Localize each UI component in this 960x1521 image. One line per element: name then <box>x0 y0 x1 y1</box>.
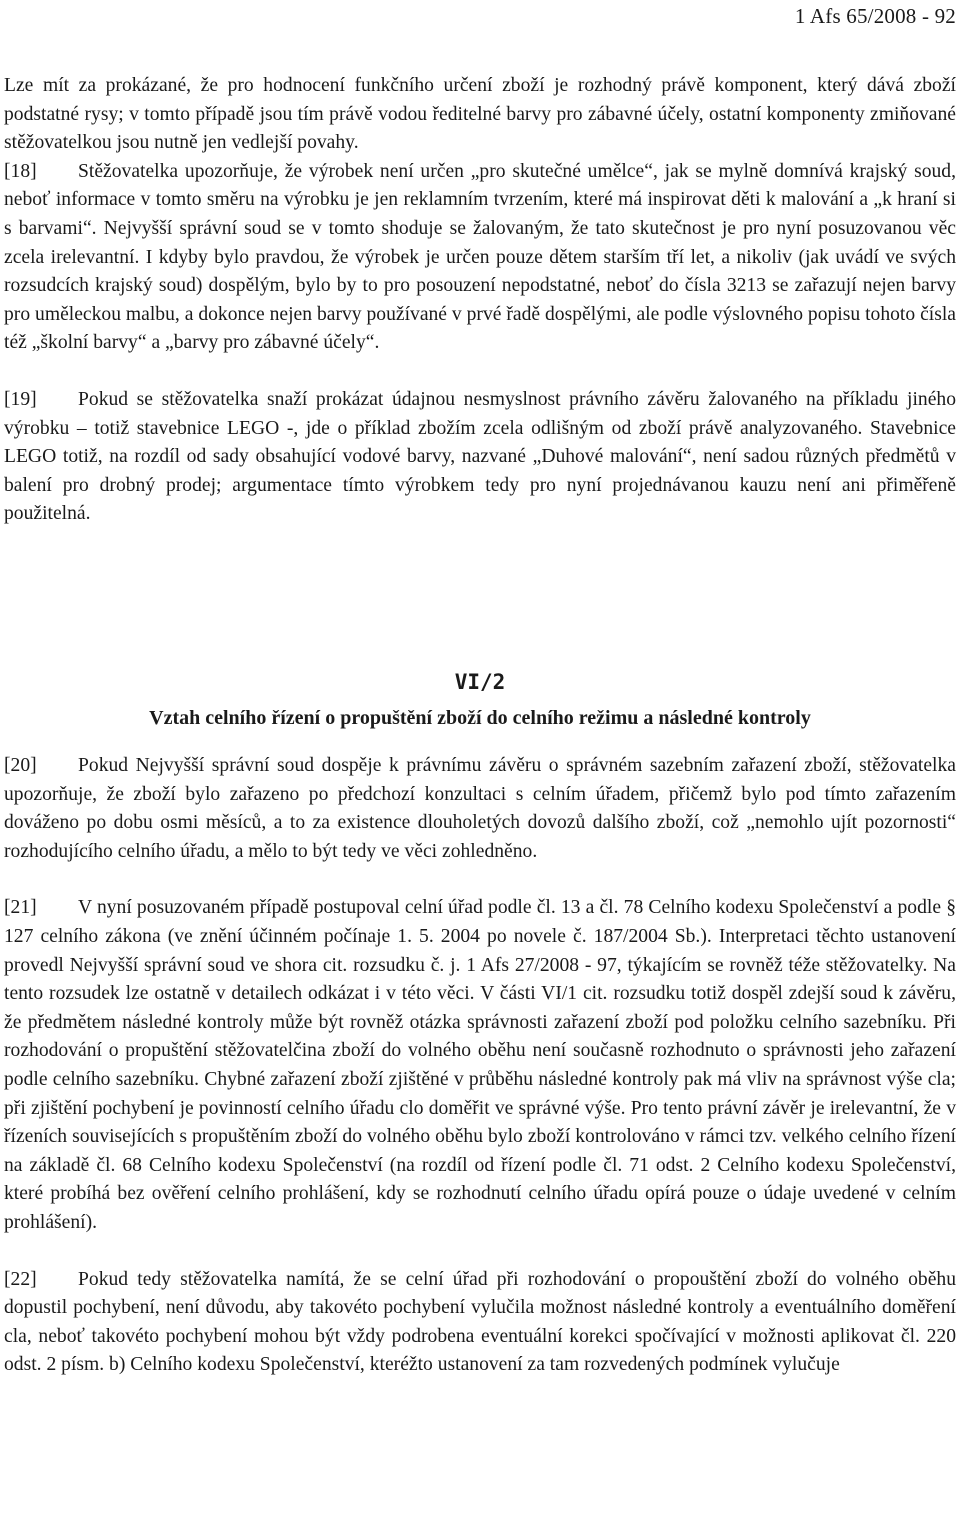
paragraph-22 <box>4 1266 956 1380</box>
paragraph-20 <box>4 752 956 866</box>
body-text-upper <box>4 72 956 529</box>
paragraph-number: [20] <box>4 755 37 776</box>
paragraph-text: Pokud se stěžovatelka snaží prokázat údajnou nesmyslnost právního závěru žalovaného na příkladu jiného výrobku – totiž stavebnice LEGO -, jde o příklad zbožím zcela odlišným od zboží právě analyzovaného. Stavebnice LEGO totiž, na rozdíl od sady obsahující vodové barvy, nazvané „Duhové malování“, není sadou různých předmětů v balení pro drobný prodej; argumentace tímto výrobkem tedy pro nyní projednávanou kauzu není ani přiměřeně použitelná. <box>4 388 956 525</box>
section-number: VI/2 <box>454 670 506 694</box>
paragraph-number: [22] <box>4 1268 37 1290</box>
paragraph-number: [19] <box>4 388 37 410</box>
paragraph-text: V nyní posuzovaném případě postupoval celní úřad podle čl. 13 a čl. 78 Celního kodexu Společenství a podle § 127 celního zákona (ve znění účinném počínaje 1. 5. 2004 po novele č. 187/2004 Sb.). Interpretaci těchto ustanovení provedl Nejvyšší správní soud ve shora cit. rozsudku č. j. 1 Afs 27/2008 - 97, týkajícím se rovněž téže stěžovatelky. Na tento rozsudek lze ostatně v detailech odkázat i v této věci. V části VI/1 cit. rozsudku totiž dospěl zdejší soud k závěru, že předmětem následné kontroly může být rovněž otázka správnosti zařazení zboží pod položku celního sazebníku. Při rozhodování o propuštění stěžovatelčina zboží do volného oběhu není současně rozhodnuto o správnosti jeho zařazení podle celního sazebníku. Chybné zařazení zboží zjištěné v průběhu následné kontroly pak má vliv na správnost výše cla; při zjištění pochybení je povinností celního úřadu clo doměřit ve správné výše. Pro tento právní závěr je irelevantní, že v řízeních souvisejících s propuštěním zboží do volného oběhu bylo zboží kontrolováno v rámci tzv. velkého celního řízení na základě čl. 68 Celního kodexu Společenství (na rozdíl od řízení podle čl. 71 odst. 2 Celního kodexu Společenství, které probíhá bez ověření celního prohlášení, kdy se rozhodnutí celního úřadu opírá pouze o údaje uvedené v celním prohlášení). <box>4 897 956 1233</box>
paragraph-number: [18] <box>4 160 37 182</box>
paragraph-19 <box>4 386 956 529</box>
intro-paragraph: Lze mít za prokázané, že pro hodnocení funkčního určení zboží je rozhodný právě komponent, který dává zboží podstatné rysy; v tomto případě jsou tím právě vodou ředitelné barvy pro zábavné účely, ostatní komponenty zmiňované stěžovatelkou jsou nutně jen vedlejší povahy. <box>4 75 956 154</box>
paragraph-21 <box>4 894 956 1237</box>
paragraph-text: Pokud Nejvyšší správní soud dospěje k právnímu závěru o správném sazebním zařazení zboží, stěžovatelka upozorňuje, že zboží bylo zařazeno po předchozí konzultaci s celním úřadem, přičemž bylo pod tímto zařazením dováženo po dobu osmi měsíců, a to za existence dlouholetých dovozů dalšího zboží, což „nemohlo ujít pozornosti“ rozhodujícího celního úřadu, a mělo to být tedy ve věci zohledněno. <box>4 755 956 862</box>
paragraph-number: [21] <box>4 897 37 919</box>
case-reference: 1 Afs 65/2008 - 92 <box>794 4 956 28</box>
section-title: Vztah celního řízení o propuštění zboží do celního režimu a následné kontroly <box>149 707 811 729</box>
section-heading <box>0 666 960 734</box>
paragraph-text: Stěžovatelka upozorňuje, že výrobek není určen „pro skutečné umělce“, jak se mylně domnívá krajský soud, neboť informace v tomto směru na výrobku je jen reklamním tvrzením, které má inspirovat děti k malování a „k hraní si s barvami“. Nejvyšší správní soud se v tomto shoduje se žalovaným, že tato skutečnost je pro nyní posuzovanou věc zcela irelevantní. I kdyby bylo pravdou, že výrobek je určen pouze dětem starším tří let, a nikoliv (jak uvádí ve svých rozsudcích krajský soud) dospělým, bylo by to pro posouzení nepodstatné, neboť do čísla 3213 se zařazují nejen barvy pro uměleckou malbu, a dokonce nejen barvy používané v prvé řadě dospělými, ale podle výslovného popisu tohoto čísla též „školní barvy“ a „barvy pro zábavné účely“. <box>4 160 956 354</box>
paragraph-18 <box>4 158 956 358</box>
body-text-lower <box>4 752 956 1380</box>
paragraph-text: Pokud tedy stěžovatelka namítá, že se celní úřad při rozhodování o propouštění zboží do volného oběhu dopustil pochybení, není důvodu, aby takovéto pochybení vylučila možnost následné kontroly a eventuálního doměření cla, neboť takovéto pochybení mohou být vždy podrobena eventuální korekci spočívající v možnosti aplikovat čl. 220 odst. 2 písm. b) Celního kodexu Společenství, kteréžto ustanovení za tam rozvedených podmínek vylučuje <box>4 1268 956 1376</box>
